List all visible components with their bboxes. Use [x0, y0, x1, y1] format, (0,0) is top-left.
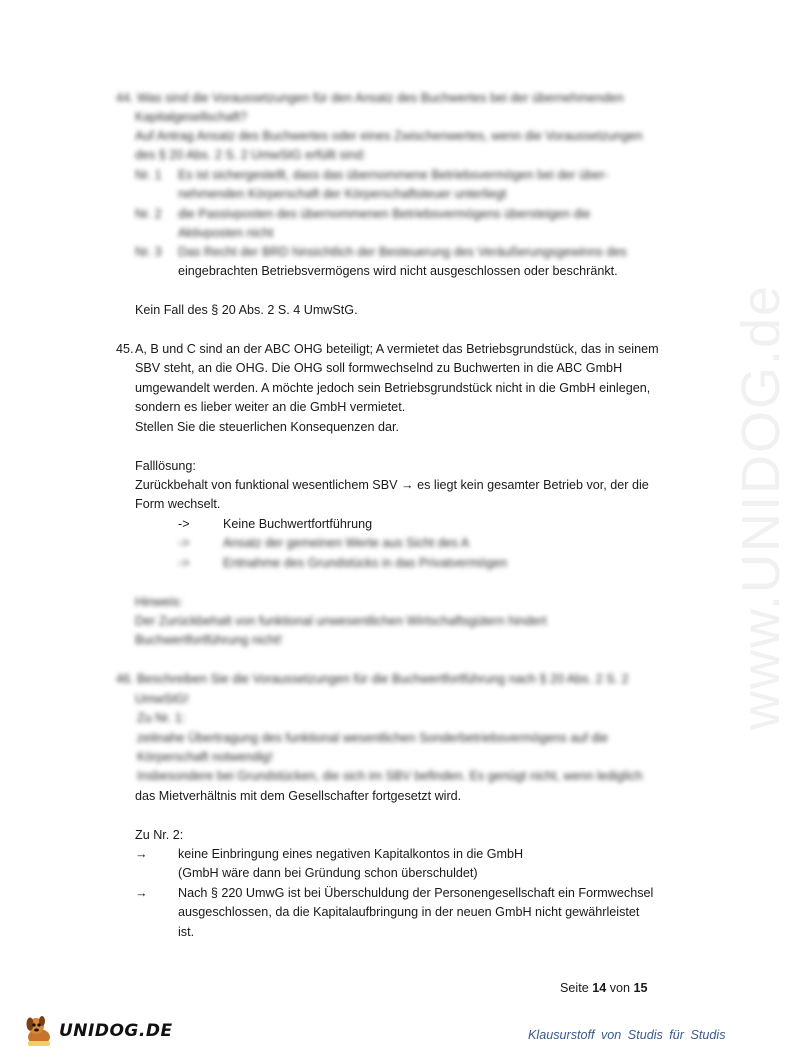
q46-arrow-1: →: [135, 847, 148, 861]
q45-text-5: Stellen Sie die steuerlichen Konsequenzen dar.: [135, 420, 399, 434]
page-prefix: Seite: [560, 981, 589, 995]
q45-text-4: sondern es lieber weiter an die GmbH vermietet.: [135, 400, 406, 414]
q45-text-1: A, B und C sind an der ABC OHG beteiligt; A vermietet das Betriebsgrundstück, das in seinem: [135, 342, 659, 356]
q45-hint-heading: Hinweis:: [135, 595, 183, 609]
q46-nr1-heading: Zu Nr. 1:: [137, 711, 186, 725]
q46-nr1-text-4: das Mietverhältnis mit dem Gesellschafter fortgesetzt wird.: [135, 789, 462, 803]
footer-slogan: Klausurstoff von Studis für Studis: [528, 1028, 726, 1042]
q44-line-3: Auf Antrag Ansatz des Buchwertes oder eines Zwischenwertes, wenn die Voraussetzungen: [135, 129, 643, 143]
logo-text: UNIDOG.DE: [59, 1021, 173, 1041]
page-number: [560, 981, 648, 995]
unidog-logo: [22, 1013, 172, 1049]
q45-solution-heading: Falllösung:: [135, 459, 196, 473]
q44-nr3-text-1: Das Recht der BRD hinsichtlich der Besteuerung des Veräußerungsgewinns des: [178, 245, 627, 259]
q46-line-1: 46. Beschreiben Sie die Voraussetzungen für die Buchwertfortführung nach § 20 Abs. 2 S. 2: [116, 672, 629, 686]
q45-point-1: Keine Buchwertfortführung: [223, 517, 373, 531]
q45-arrow-2: ->: [178, 536, 190, 550]
q46-line-2: UmwStG!: [135, 692, 189, 706]
q45-point-2: Ansatz der gemeinen Werte aus Sicht des A: [223, 536, 470, 550]
q44-line-1: 44. Was sind die Voraussetzungen für den Ansatz des Buchwertes bei der übernehmenden: [116, 91, 624, 105]
q46-point-1-text-1: keine Einbringung eines negativen Kapitalkontos in die GmbH: [178, 847, 524, 861]
q44-nr1-text-1: Es ist sichergestellt, dass das übernommene Betriebsvermögen bei der über-: [178, 168, 609, 182]
q46-point-1-text-2: (GmbH wäre dann bei Gründung schon überschuldet): [178, 866, 478, 880]
watermark: [680, 270, 791, 730]
page-total: 15: [633, 981, 648, 995]
q46-point-2-text-2: ausgeschlossen, da die Kapitalaufbringung in der neuen GmbH nicht gewährleistet: [178, 905, 640, 919]
q44-nr1-label: Nr. 1: [135, 168, 162, 182]
q45-text-3: umgewandelt werden. A möchte jedoch sein Betriebsgrundstück nicht in die GmbH einlegen,: [135, 381, 651, 395]
q45-hint-text-1: Der Zurückbehalt von funktional unwesentlichen Wirtschaftsgütern hindert: [135, 614, 547, 628]
q44-note: Kein Fall des § 20 Abs. 2 S. 4 UmwStG.: [135, 303, 358, 317]
q46-nr2-heading: Zu Nr. 2:: [135, 828, 184, 842]
q46-nr1-text-1: zeitnahe Übertragung des funktional wesentlichen Sonderbetriebsvermögens auf die: [137, 731, 609, 745]
q44-nr2-label: Nr. 2: [135, 207, 162, 221]
q44-nr3-text-2: eingebrachten Betriebsvermögens wird nicht ausgeschlossen oder beschränkt.: [178, 264, 618, 278]
q46-arrow-2: →: [135, 886, 148, 900]
page-current: 14: [592, 981, 607, 995]
q44-line-4: des § 20 Abs. 2 S. 2 UmwStG erfüllt sind:: [135, 148, 366, 162]
q45-number: 45.: [116, 342, 134, 356]
q46-nr1-text-3: Insbesondere bei Grundstücken, die sich im SBV befinden. Es genügt nicht, wenn lediglich: [137, 769, 643, 783]
q45-arrow-3: ->: [178, 556, 190, 570]
q46-point-2-text-3: ist.: [178, 925, 195, 939]
q46-nr1-text-2: Körperschaft notwendig!: [137, 750, 273, 764]
q45-point-3: Entnahme des Grundstücks in das Privatvermögen: [223, 556, 508, 570]
page-separator: von: [609, 981, 631, 995]
watermark-text: www.UNIDOG.de: [731, 283, 791, 730]
q44-nr2-text-1: die Passivposten des übernommenen Betriebsvermögens übersteigen die: [178, 207, 591, 221]
q45-arrow-1: ->: [178, 517, 190, 531]
q46-point-2-text-1: Nach § 220 UmwG ist bei Überschuldung der Personengesellschaft ein Formwechsel: [178, 886, 654, 900]
q44-nr3-label: Nr. 3: [135, 245, 162, 259]
q44-line-2: Kapitalgesellschaft?: [135, 110, 248, 124]
q45-text-2: SBV steht, an die OHG. Die OHG soll formwechselnd zu Buchwerten in die ABC GmbH: [135, 361, 623, 375]
q45-solution-text-1: Zurückbehalt von funktional wesentlichem SBV → es liegt kein gesamter Betrieb vor, der die: [135, 478, 649, 492]
dog-mascot-icon: [22, 1013, 58, 1049]
q44-nr1-text-2: nehmenden Körperschaft der Körperschaftsteuer unterliegt: [178, 187, 507, 201]
q44-nr2-text-2: Aktivposten nicht: [178, 226, 274, 240]
q45-hint-text-2: Buchwertfortführung nicht!: [135, 633, 283, 647]
q45-solution-text-2: Form wechselt.: [135, 497, 221, 511]
